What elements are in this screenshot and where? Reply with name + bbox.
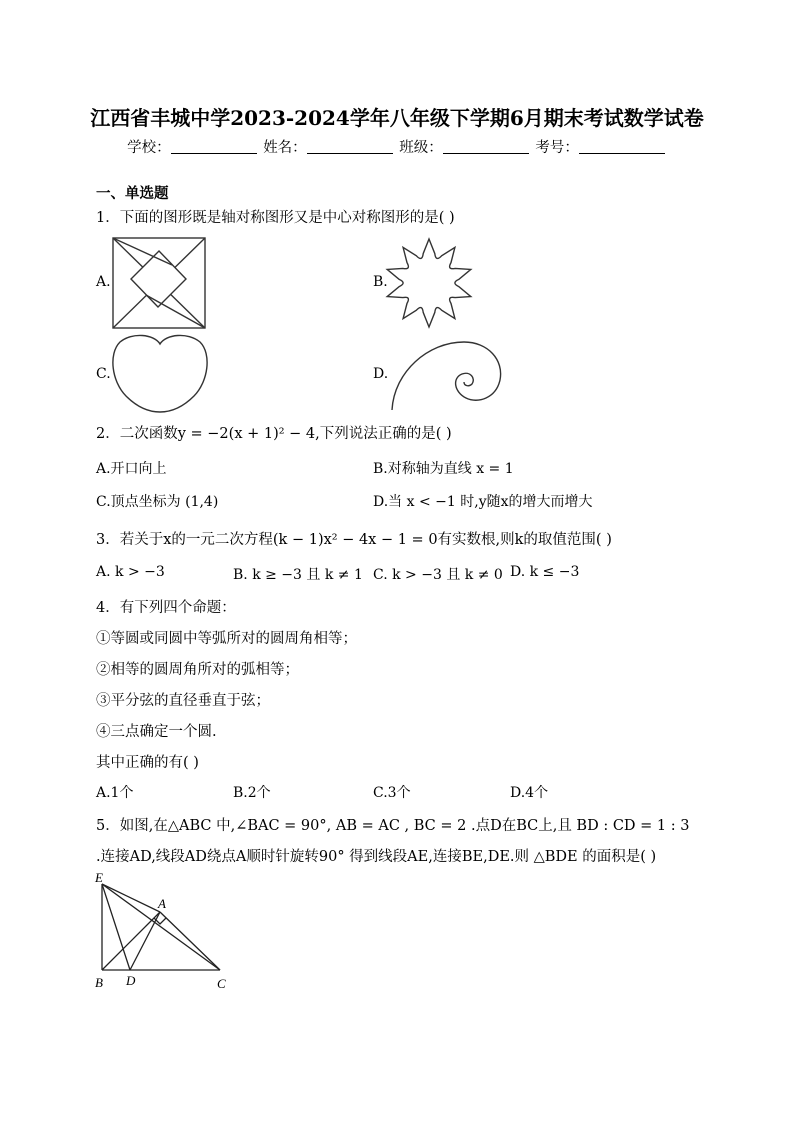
school-label: 学校： [127,140,171,156]
name-blank[interactable] [307,139,393,154]
q2-option-d: D.当 x < −1 时,y随x的增大而增大 [373,494,593,510]
class-label: 班级： [399,140,443,156]
label-c: C [217,976,226,991]
q2-option-c: C.顶点坐标为 (1,4) [96,494,219,510]
q3-option-d: D. k ≤ −3 [510,564,580,580]
question-4-stem: 4．有下列四个命题： [96,600,236,616]
exam-number-label: 考号： [535,140,579,156]
q1-b-star-outline [387,239,471,327]
segment-ed [102,884,130,970]
q4-statement-3: ③平分弦的直径垂直于弦； [96,693,270,709]
q4-statement-1: ①等圆或同圆中等弧所对的圆周角相等； [96,631,357,647]
question-1-stem: 1．下面的图形既是轴对称图形又是中心对称图形的是( ) [96,210,455,226]
q3-option-c: C. k > −3 且 k ≠ 0 [373,567,503,583]
q2-option-b: B.对称轴为直线 x = 1 [373,461,514,477]
q1-option-b-label: B. [373,274,388,290]
q1-option-b-figure [385,235,473,331]
class-blank[interactable] [443,139,529,154]
q4-option-d: D.4个 [510,785,549,801]
question-5-stem-line-2: .连接AD,线段AD绕点A顺时针旋转90° 得到线段AE,连接BE,DE.则 △BDE 的面积是( ) [96,849,657,865]
q4-statement-2: ②相等的圆周角所对的弧相等； [96,662,299,678]
q4-ask: 其中正确的有( ) [96,755,199,771]
name-label: 姓名： [263,140,307,156]
q1-option-a-figure [110,235,208,331]
q4-option-c: C.3个 [373,785,411,801]
label-e: E [95,870,103,885]
q1-option-d-figure [388,332,508,414]
question-3-stem: 3．若关于x的一元二次方程(k − 1)x² − 4x − 1 = 0有实数根,则k的取值范围( ) [96,532,612,548]
q1-option-d-label: D. [373,366,389,382]
q3-option-b: B. k ≥ −3 且 k ≠ 1 [233,567,363,583]
q1-option-c-label: C. [96,366,111,382]
segment-ac [160,912,220,970]
q4-option-b: B.2个 [233,785,271,801]
question-5-stem-line-1: 5．如图,在△ABC 中,∠BAC = 90°, AB = AC , BC = 2 .点D在BC上,且 BD : CD = 1 : 3 [96,818,690,834]
q4-statement-4: ④三点确定一个圆. [96,724,217,740]
q4-option-a: A.1个 [96,785,134,801]
page-title: 江西省丰城中学2023-2024学年八年级下学期6月期末考试数学试卷 [90,106,704,130]
exam-number-blank[interactable] [579,139,665,154]
question-2-stem: 2．二次函数y = −2(x + 1)² − 4,下列说法正确的是( ) [96,426,452,442]
segment-ea [102,884,160,912]
q2-option-a: A.开口向上 [96,461,167,477]
student-info-fields [0,136,794,157]
label-d: D [126,973,136,988]
label-b: B [95,975,103,990]
q5-triangle-figure [92,870,242,995]
school-blank[interactable] [171,139,257,154]
q1-option-a-label: A. [96,274,111,290]
q3-option-a: A. k > −3 [96,564,165,580]
label-a: A [158,896,166,911]
section-heading: 一、单选题 [96,185,169,202]
q1-option-c-figure [110,332,210,414]
segment-ad [130,912,160,970]
